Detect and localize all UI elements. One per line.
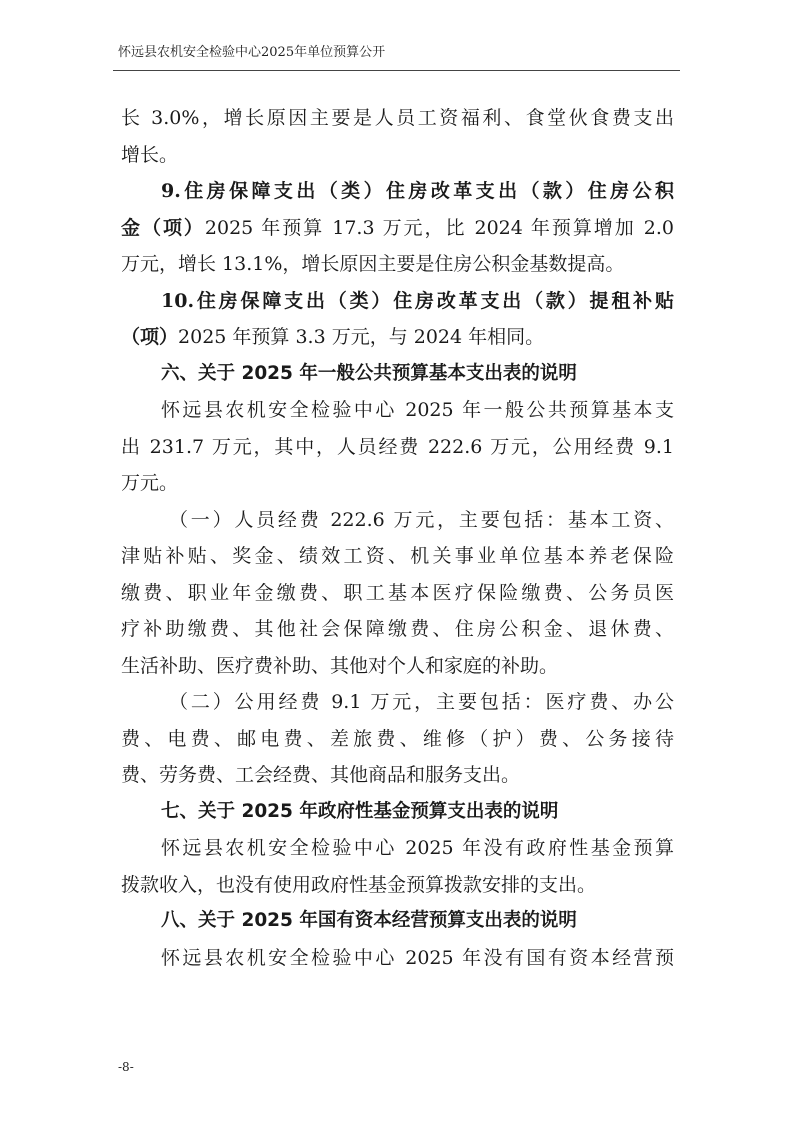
header-divider <box>113 70 680 71</box>
body-line: 缴费、职业年金缴费、职工基本医疗保险缴费、公务员医 <box>121 581 674 604</box>
body-line: 费、劳务费、工会经费、其他商品和服务支出。 <box>121 764 521 786</box>
body-line: 出 231.7 万元，其中，人员经费 222.6 万元，公用经费 9.1 <box>121 435 674 458</box>
body-line: 增长。 <box>121 143 179 166</box>
body-line <box>121 210 674 247</box>
page-header-title: 怀远县农机安全检验中心2025年单位预算公开 <box>118 45 386 60</box>
page-number: -8- <box>118 1060 134 1074</box>
section-heading-8: 八、关于 2025 年国有资本经营预算支出表的说明 <box>161 910 577 931</box>
body-line: 津贴补贴、奖金、绩效工资、机关事业单位基本养老保险 <box>121 545 674 567</box>
item-9-text: 2025 年预算 17.3 万元，比 2024 年预算增加 2.0 <box>204 216 674 239</box>
item-9-title-end: 金（项） <box>121 216 205 239</box>
body-line: 长 3.0%，增长原因主要是人员工资福利、食堂伙食费支出 <box>121 107 674 129</box>
body-line: 万元。 <box>121 472 179 494</box>
section-heading-6: 六、关于 2025 年一般公共预算基本支出表的说明 <box>161 362 577 384</box>
body-line: 怀远县农机安全检验中心 2025 年没有国有资本经营预 <box>161 946 674 969</box>
body-line: 拨款收入，也没有使用政府性基金预算拨款安排的支出。 <box>121 873 597 896</box>
item-10-title: 10.住房保障支出（类）住房改革支出（款）提租补贴 <box>161 289 674 312</box>
section-heading-7: 七、关于 2025 年政府性基金预算支出表的说明 <box>161 800 559 822</box>
body-line: 怀远县农机安全检验中心 2025 年一般公共预算基本支 <box>161 399 674 421</box>
body-line: 生活补助、医疗费补助、其他对个人和家庭的补助。 <box>121 654 559 677</box>
body-line: （一）人员经费 222.6 万元，主要包括：基本工资、 <box>169 508 674 531</box>
item-9-title: 9.住房保障支出（类）住房改革支出（款）住房公积 <box>161 180 674 202</box>
document-body <box>121 100 674 976</box>
body-line: 万元，增长 13.1%，增长原因主要是住房公积金基数提高。 <box>121 253 625 275</box>
body-line: 费、电费、邮电费、差旅费、维修（护）费、公务接待 <box>121 727 674 750</box>
body-line: 疗补助缴费、其他社会保障缴费、住房公积金、退休费、 <box>121 618 674 640</box>
item-10-title-end: （项） <box>121 326 179 348</box>
item-10-text: 2025 年预算 3.3 万元，与 2024 年相同。 <box>178 326 545 348</box>
body-line: 怀远县农机安全检验中心 2025 年没有政府性基金预算 <box>161 837 674 859</box>
body-line <box>121 319 674 356</box>
body-line: （二）公用经费 9.1 万元，主要包括：医疗费、办公 <box>169 691 674 713</box>
